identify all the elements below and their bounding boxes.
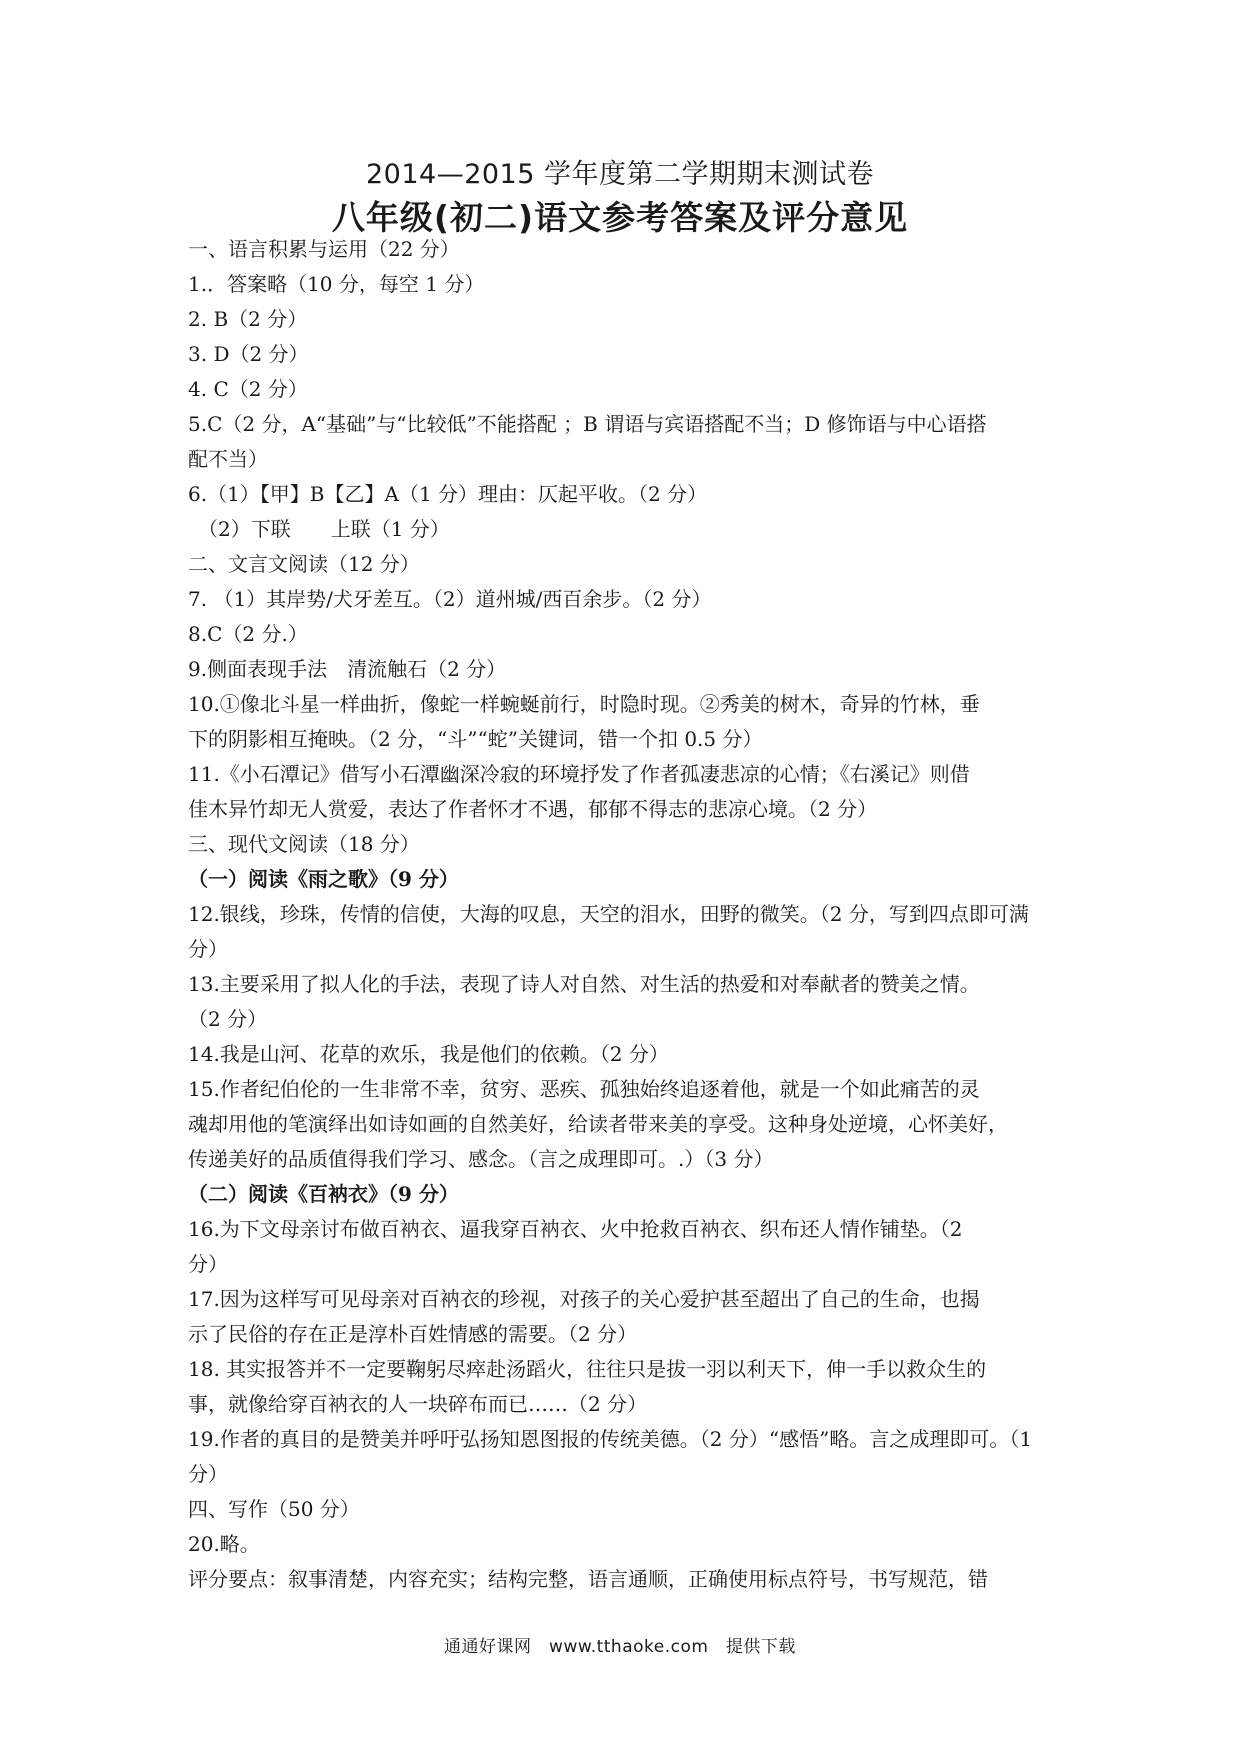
section-heading-1: 一、语言积累与运用（22 分）: [188, 237, 460, 261]
answer-10-line-1: 10.①像北斗星一样曲折，像蛇一样蜿蜒前行，时隐时现。②秀美的树木，奇异的竹林，垂: [188, 692, 980, 716]
section-heading-3: 三、现代文阅读（18 分）: [188, 832, 420, 856]
answer-18-line-2: 事，就像给穿百衲衣的人一块碎布而已……（2 分）: [188, 1392, 648, 1416]
answer-2: 2. B（2 分）: [188, 307, 308, 331]
answer-14: 14.我是山河、花草的欢乐，我是他们的依赖。（2 分）: [188, 1042, 669, 1066]
answer-19-line-2: 分）: [188, 1462, 228, 1486]
answer-16-line-1: 16.为下文母亲讨布做百衲衣、逼我穿百衲衣、火中抢救百衲衣、织布还人情作铺垫。（2: [188, 1217, 963, 1241]
answer-12-line-2: 分）: [188, 937, 228, 961]
answer-19-line-1: 19.作者的真目的是赞美并呼吁弘扬知恩图报的传统美德。（2 分）“感悟”略。言之成理即可。（1: [188, 1427, 1033, 1451]
answer-20: 20.略。: [188, 1532, 260, 1556]
answer-8: 8.C（2 分.）: [188, 622, 308, 646]
answer-17-line-1: 17.因为这样写可见母亲对百衲衣的珍视，对孩子的关心爱护甚至超出了自己的生命，也揭: [188, 1287, 980, 1311]
answer-11-line-2: 佳木异竹却无人赏爱，表达了作者怀才不遇，郁郁不得志的悲凉心境。（2 分）: [188, 797, 878, 821]
answer-18-line-1: 18. 其实报答并不一定要鞠躬尽瘁赴汤蹈火，往往只是拔一羽以利天下，伸一手以救众生的: [188, 1357, 987, 1381]
answer-15-line-3: 传递美好的品质值得我们学习、感念。（言之成理即可。.）（3 分）: [188, 1147, 774, 1171]
subsection-heading-2: （二）阅读《百衲衣》（9 分）: [188, 1182, 459, 1206]
answer-13-line-2: （2 分）: [188, 1007, 268, 1031]
answer-5-line-2: 配不当）: [188, 447, 268, 471]
answer-12-line-1: 12.银线，珍珠，传情的信使，大海的叹息，天空的泪水，田野的微笑。（2 分，写到四点即可满: [188, 902, 1029, 926]
answer-9: 9.侧面表现手法 清流触石（2 分）: [188, 657, 507, 681]
answer-5-line-1: 5.C（2 分，A“基础”与“比较低”不能搭配 ；B 谓语与宾语搭配不当；D 修饰语与中心语搭: [188, 412, 987, 436]
answer-6-line-1: 6.（1）【甲】B【乙】A（1 分）理由：仄起平收。（2 分）: [188, 482, 708, 506]
answer-10-line-2: 下的阴影相互掩映。（2 分，“斗”“蛇”关键词，错一个扣 0.5 分）: [188, 727, 763, 751]
document-title: 八年级(初二)语文参考答案及评分意见: [331, 198, 909, 237]
answer-15-line-2: 魂却用他的笔演绎出如诗如画的自然美好，给读者带来美的享受。这种身处逆境，心怀美好，: [188, 1112, 1008, 1136]
answer-17-line-2: 示了民俗的存在正是淳朴百姓情感的需要。（2 分）: [188, 1322, 638, 1346]
answer-1: 1.．答案略（10 分，每空 1 分）: [188, 272, 485, 296]
exam-title: 2014—2015 学年度第二学期期末测试卷: [365, 159, 874, 190]
section-heading-2: 二、文言文阅读（12 分）: [188, 552, 420, 576]
answer-7: 7. （1）其岸势/犬牙差互。（2）道州城/西百余步。（2 分）: [188, 587, 712, 611]
section-heading-4: 四、写作（50 分）: [188, 1497, 360, 1521]
answer-13-line-1: 13.主要采用了拟人化的手法，表现了诗人对自然、对生活的热爱和对奉献者的赞美之情。: [188, 972, 980, 996]
answer-body: [188, 232, 1068, 1597]
answer-15-line-1: 15.作者纪伯伦的一生非常不幸，贫穷、恶疾、孤独始终追逐着他，就是一个如此痛苦的灵: [188, 1077, 980, 1101]
answer-3: 3. D（2 分）: [188, 342, 309, 366]
scoring-criteria: 评分要点：叙事清楚，内容充实；结构完整，语言通顺，正确使用标点符号，书写规范，错: [188, 1567, 988, 1591]
answer-16-line-2: 分）: [188, 1252, 228, 1276]
subsection-heading-1: （一）阅读《雨之歌》（9 分）: [188, 867, 459, 891]
download-footer: 通通好课网 www.tthaoke.com 提供下载: [444, 1637, 796, 1657]
answer-11-line-1: 11.《小石潭记》借写小石潭幽深冷寂的环境抒发了作者孤凄悲凉的心情；《右溪记》则借: [188, 762, 970, 786]
answer-4: 4. C（2 分）: [188, 377, 308, 401]
answer-6-line-2: （2）下联 上联（1 分）: [198, 517, 450, 541]
